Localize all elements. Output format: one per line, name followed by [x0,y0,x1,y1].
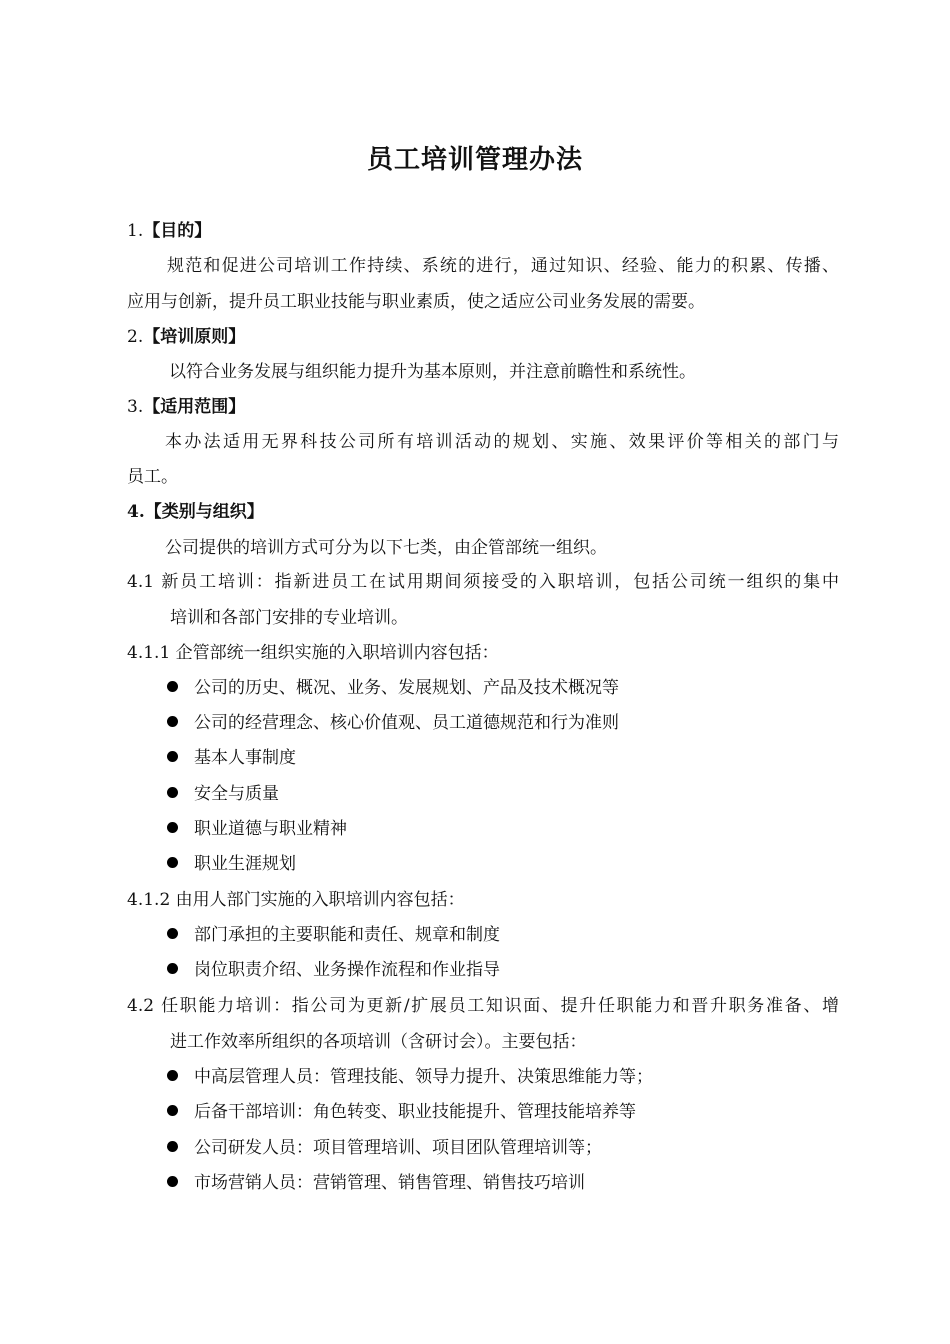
section-3-heading [127,395,839,419]
list-item [167,746,296,770]
list-item-text: 公司的历史、概况、业务、发展规划、产品及技术概况等 [194,678,619,698]
section-1-heading [127,219,839,243]
list-item [167,1100,636,1124]
section-number: 2. [127,327,144,347]
bullet-icon [167,1070,178,1081]
list-item [167,1136,602,1160]
subsection-4-2-line: 进工作效率所组织的各项培训（含研讨会）。主要包括： [170,1032,587,1052]
paragraph-line: 以符合业务发展与组织能力提升为基本原则，并注意前瞻性和系统性。 [169,362,696,382]
list-item [167,676,619,700]
paragraph-line: 应用与创新，提升员工职业技能与职业素质，使之适应公司业务发展的需要。 [127,292,705,312]
list-item [167,1065,653,1089]
section-title: 【培训原则】 [143,327,246,347]
bullet-icon [167,857,178,868]
list-item [167,1171,585,1195]
list-item-text: 职业生涯规划 [194,854,296,874]
list-item-text: 职业道德与职业精神 [194,819,347,839]
bullet-icon [167,1105,178,1116]
list-item-text: 中高层管理人员：管理技能、领导力提升、决策思维能力等； [194,1067,653,1087]
subsection-4-1-line: 培训和各部门安排的专业培训。 [170,608,408,628]
bullet-icon [167,928,178,939]
paragraph-line: 员工。 [127,467,178,487]
paragraph-line: 本办法适用无界科技公司所有培训活动的规划、实施、效果评价等相关的部门与 [165,432,839,452]
list-item-text: 市场营销人员：营销管理、销售管理、销售技巧培训 [194,1173,585,1193]
subsection-4-2-line: 4.2 任职能力培训：指公司为更新/扩展员工知识面、提升任职能力和晋升职务准备、增 [127,996,839,1016]
list-item-text: 公司研发人员：项目管理培训、项目团队管理培训等； [194,1138,602,1158]
subsection-4-1-1: 4.1.1 企管部统一组织实施的入职培训内容包括： [127,643,499,663]
subsection-4-1-line: 4.1 新员工培训：指新进员工在试用期间须接受的入职培训，包括公司统一组织的集中 [127,572,839,592]
list-item-text: 公司的经营理念、核心价值观、员工道德规范和行为准则 [194,713,619,733]
bullet-icon [167,716,178,727]
list-item [167,958,500,982]
section-number: 1. [127,221,144,241]
list-item-text: 安全与质量 [194,784,279,804]
list-item-text: 基本人事制度 [194,748,296,768]
bullet-icon [167,681,178,692]
list-item [167,782,279,806]
bullet-icon [167,751,178,762]
list-item [167,852,296,876]
bullet-icon [167,1176,178,1187]
list-item [167,817,347,841]
paragraph-line: 规范和促进公司培训工作持续、系统的进行，通过知识、经验、能力的积累、传播、 [167,256,839,276]
section-number: 4. [127,502,145,522]
section-title: 【目的】 [143,221,212,241]
subsection-4-1-2: 4.1.2 由用人部门实施的入职培训内容包括： [127,890,465,910]
bullet-icon [167,1141,178,1152]
list-item [167,923,500,947]
section-2-heading [127,325,839,349]
list-item-text: 岗位职责介绍、业务操作流程和作业指导 [194,960,500,980]
bullet-icon [167,963,178,974]
document-title: 员工培训管理办法 [366,145,583,175]
paragraph-line: 公司提供的培训方式可分为以下七类，由企管部统一组织。 [165,538,607,558]
list-item [167,711,619,735]
list-item-text: 后备干部培训：角色转变、职业技能提升、管理技能培养等 [194,1102,636,1122]
list-item-text: 部门承担的主要职能和责任、规章和制度 [194,925,500,945]
bullet-icon [167,822,178,833]
bullet-icon [167,787,178,798]
section-title: 【类别与组织】 [144,502,264,522]
section-title: 【适用范围】 [143,397,246,417]
section-number: 3. [127,397,144,417]
section-4-heading [127,500,839,524]
